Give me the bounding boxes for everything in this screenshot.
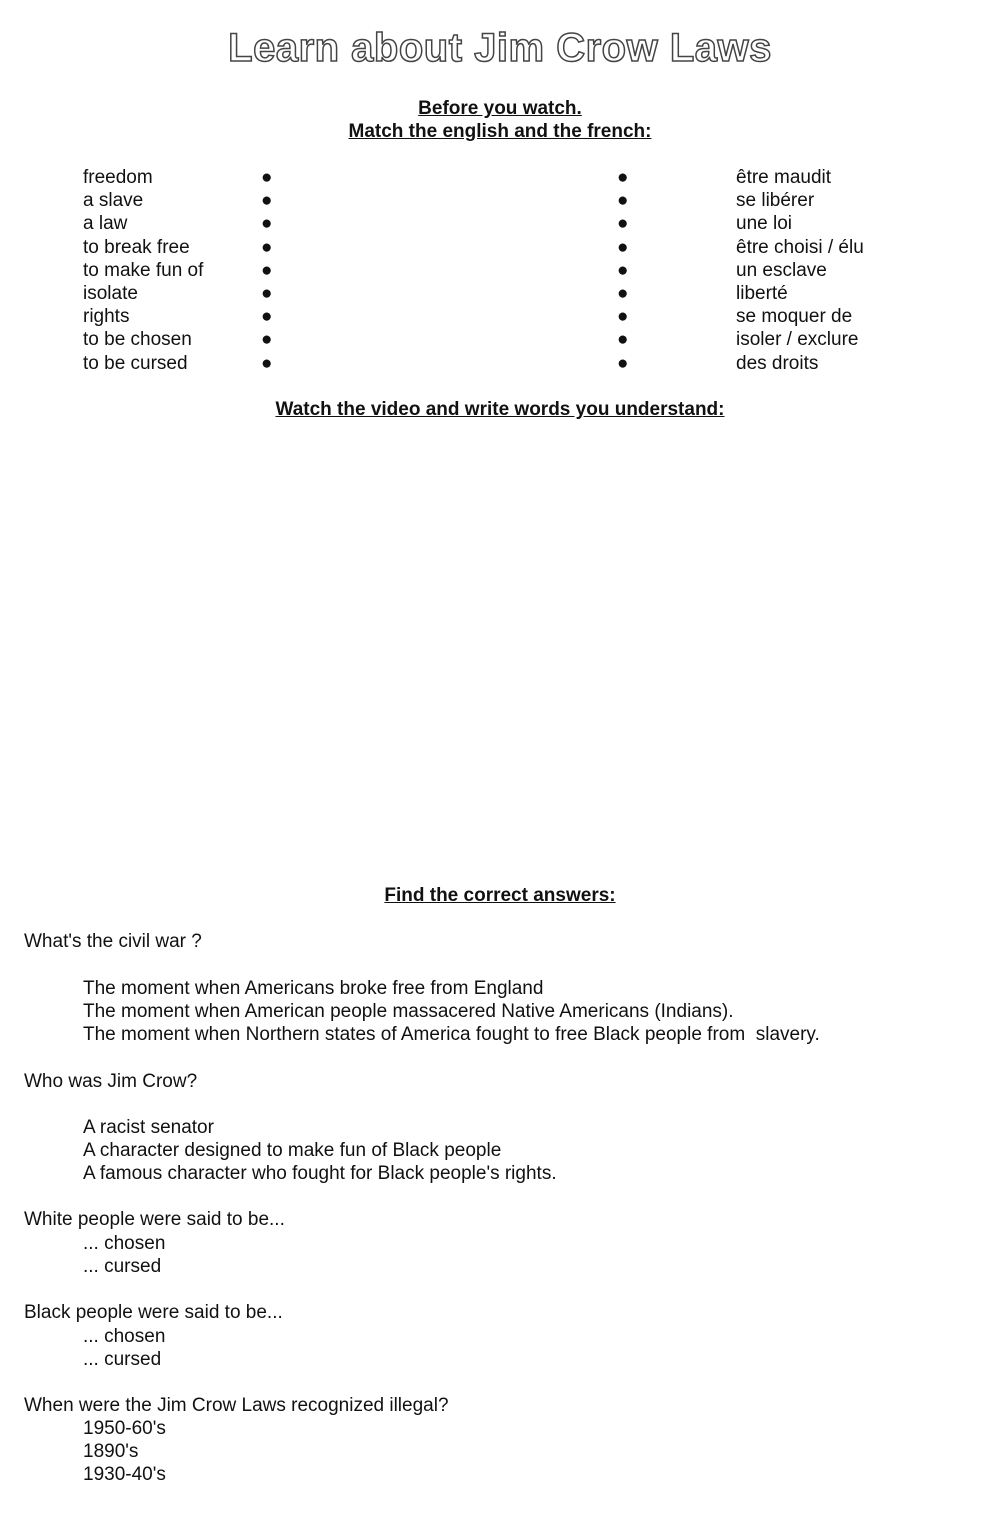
left-match-dot[interactable]: ●: [261, 306, 273, 328]
answer-options: [83, 1232, 165, 1278]
french-word: se moquer de: [736, 306, 853, 328]
french-word: se libérer: [736, 190, 815, 212]
english-word: freedom: [83, 167, 153, 188]
french-word: une loi: [736, 213, 792, 235]
find-answers-heading: Find the correct answers:: [384, 885, 616, 906]
right-match-dot[interactable]: ●: [617, 236, 629, 258]
question-laws-illegal: When were the Jim Crow Laws recognized illegal?: [24, 1395, 449, 1416]
left-match-dot[interactable]: ●: [261, 259, 273, 281]
question-civil-war: What's the civil war ?: [24, 931, 202, 952]
left-match-dot[interactable]: ●: [261, 190, 273, 212]
english-word: isolate: [83, 282, 138, 304]
answer-option[interactable]: The moment when Americans broke free from England: [83, 978, 544, 999]
left-match-dot[interactable]: ●: [261, 213, 273, 235]
answer-option[interactable]: 1930-40's: [83, 1464, 166, 1486]
left-match-dot[interactable]: ●: [261, 236, 273, 258]
answer-option[interactable]: 1950-60's: [83, 1418, 166, 1439]
answer-option[interactable]: The moment when American people massacered Native Americans (Indians).: [83, 1001, 734, 1023]
french-word: liberté: [736, 282, 788, 304]
before-watch-heading: Before you watch.: [418, 98, 582, 119]
right-match-dot[interactable]: ●: [617, 190, 629, 212]
match-row: [0, 236, 1000, 259]
french-word: des droits: [736, 352, 819, 374]
french-word: un esclave: [736, 259, 827, 281]
right-match-dot[interactable]: ●: [617, 259, 629, 281]
english-word: to be chosen: [83, 329, 192, 351]
watch-video-heading: Watch the video and write words you understand:: [275, 399, 725, 420]
right-match-dot[interactable]: ●: [617, 329, 629, 351]
answer-option[interactable]: ... cursed: [83, 1349, 162, 1371]
match-row: [0, 189, 1000, 212]
right-match-dot[interactable]: ●: [617, 352, 629, 374]
french-word: isoler / exclure: [736, 329, 859, 351]
answer-option[interactable]: ... chosen: [83, 1326, 166, 1347]
match-instruction-heading: Match the english and the french:: [348, 121, 652, 142]
french-word: être choisi / élu: [736, 236, 864, 258]
answer-option[interactable]: The moment when Northern states of America fought to free Black people from slavery.: [83, 1024, 820, 1046]
english-word: rights: [83, 306, 130, 328]
question-black-people: Black people were said to be...: [24, 1302, 283, 1323]
question-white-people: White people were said to be...: [24, 1209, 285, 1230]
right-match-dot[interactable]: ●: [617, 306, 629, 328]
page-title: Learn about Jim Crow Laws: [228, 26, 772, 70]
english-word: to break free: [83, 236, 190, 258]
english-word: a slave: [83, 190, 144, 212]
match-row: [0, 259, 1000, 282]
question-jim-crow: Who was Jim Crow?: [24, 1071, 198, 1092]
answer-options: [83, 1417, 166, 1487]
right-match-dot[interactable]: ●: [617, 167, 629, 188]
right-match-dot[interactable]: ●: [617, 282, 629, 304]
answer-options: [83, 1116, 557, 1186]
answer-option[interactable]: 1890's: [83, 1441, 139, 1463]
match-row: [0, 328, 1000, 351]
french-word: être maudit: [736, 167, 832, 188]
left-match-dot[interactable]: ●: [261, 282, 273, 304]
english-word: to be cursed: [83, 352, 188, 374]
right-match-dot[interactable]: ●: [617, 213, 629, 235]
english-word: to make fun of: [83, 259, 204, 281]
match-row: [0, 352, 1000, 375]
english-word: a law: [83, 213, 128, 235]
match-row: [0, 166, 1000, 189]
match-row: [0, 212, 1000, 235]
left-match-dot[interactable]: ●: [261, 167, 273, 188]
answer-option[interactable]: ... chosen: [83, 1233, 166, 1254]
answer-option[interactable]: A racist senator: [83, 1117, 214, 1138]
answer-option[interactable]: A famous character who fought for Black people's rights.: [83, 1163, 557, 1185]
answer-options: [83, 1325, 165, 1371]
answer-option[interactable]: ... cursed: [83, 1256, 162, 1278]
left-match-dot[interactable]: ●: [261, 329, 273, 351]
matching-exercise: [0, 166, 1000, 375]
answer-option[interactable]: A character designed to make fun of Black people: [83, 1140, 502, 1162]
match-row: [0, 282, 1000, 305]
left-match-dot[interactable]: ●: [261, 352, 273, 374]
answer-options: [83, 977, 820, 1047]
match-row: [0, 305, 1000, 328]
